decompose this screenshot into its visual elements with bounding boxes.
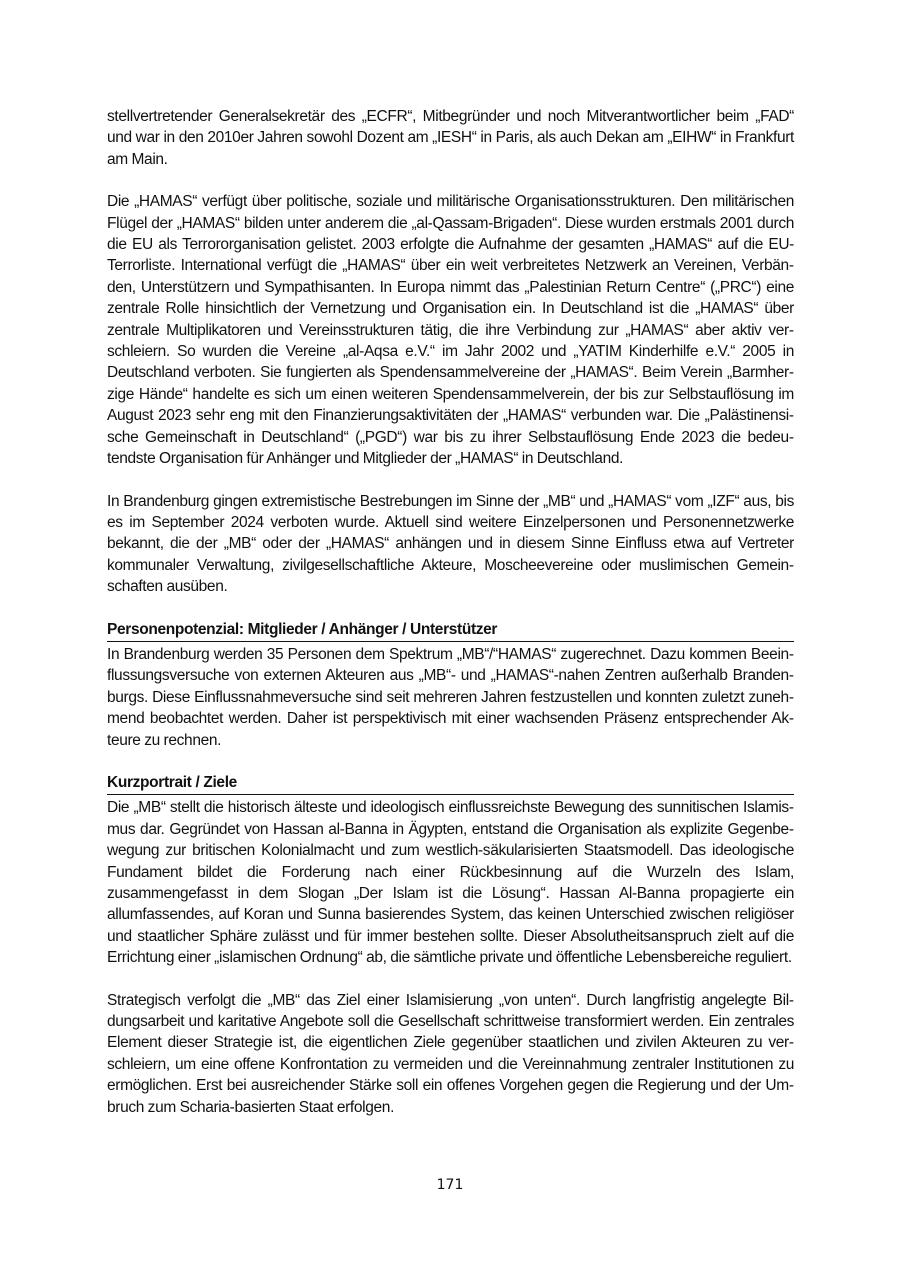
paragraph-kurzportrait-history: Die „MB“ stellt die historisch älteste und ideologisch einflussreichste Bewegung des sunnitischen Islamismus dar. Gegründet von Hassan al-Banna in Ägypten, entstand die Organisation als explizite Gegenbewegung zur britischen Kolonialmacht und zum westlich-säkularisierten Staatsmodell. Das ideologische Fundament bildet die Forderung nach einer Rückbesinnung auf die Wurzeln des Islam, zusammengefasst in dem Slogan „Der Islam ist die Lösung“. Hassan Al-Banna propagierte ein allumfassendes, auf Koran und Sunna basierendes System, das keinen Unterschied zwischen religiöser und staatlicher Sphäre zulässt und für immer bestehen sollte. Dieser Absolutheitsanspruch zielt auf die Errichtung einer „islamischen Ordnung“ ab, die sämtliche private und öffentliche Lebensbereiche reguliert. (107, 799, 794, 967)
document-body (107, 106, 794, 1118)
paragraph-personenpotenzial: In Brandenburg werden 35 Personen dem Spektrum „MB“/“HAMAS“ zugerechnet. Dazu kommen Beeinflussungsversuche von externen Akteuren aus „MB“- und „HAMAS“-nahen Zentren außerhalb Brandenburgs. Diese Einflussnahmeversuche sind seit mehreren Jahren festzustellen und konnten zuletzt zunehmend beobachtet werden. Daher ist perspektivisch mit einer wachsenden Präsenz entsprechender Akteure zu rechnen. (107, 645, 794, 749)
paragraph-brandenburg-izf: In Brandenburg gingen extremistische Bestrebungen im Sinne der „MB“ und „HAMAS“ vom „IZF“ aus, bis es im September 2024 verboten wurde. Aktuell sind weitere Einzelpersonen und Personennetzwerke bekannt, die der „MB“ oder der „HAMAS“ anhängen und in diesem Sinne Einfluss etwa auf Vertreter kommunaler Verwaltung, zivilgesellschaftliche Akteure, Moscheevereine oder muslimischen Gemeinschaften ausüben. (107, 492, 794, 596)
page-number: 171 (436, 1177, 464, 1193)
paragraph-intro-ecfr: stellvertretender Generalsekretär des „ECFR“, Mitbegründer und noch Mitverantwortlicher beim „FAD“ und war in den 2010er Jahren sowohl Dozent am „IESH“ in Paris, als auch Dekan am „EIHW“ in Frankfurt am Main. (107, 108, 794, 168)
paragraph-hamas-structures: Die „HAMAS“ verfügt über politische, soziale und militärische Organisationsstrukturen. Den militärischen Flügel der „HAMAS“ bilden unter anderem die „al-Qassam-Brigaden“. Diese wurden erstmals 2001 durch die EU als Terrororganisation gelistet. 2003 erfolgte die Aufnahme der gesamten „HAMAS“ auf die EU-Terrorliste. International verfügt die „HAMAS“ über ein weit verbreitetes Netzwerk an Vereinen, Verbänden, Unterstützern und Sympathisanten. In Europa nimmt das „Palestinian Return Centre“ („PRC“) eine zentrale Rolle hinsichtlich der Vernetzung und Organisation ein. In Deutschland ist die „HAMAS“ über zentrale Multiplikatoren und Vereinsstrukturen tätig, die ihre Verbindung zur „HAMAS“ aber aktiv verschleiern. So wurden die Vereine „al-Aqsa e.V.“ im Jahr 2002 und „YATIM Kinderhilfe e.V.“ 2005 in Deutschland verboten. Sie fungierten als Spendensammelvereine der „HAMAS“. Beim Verein „Barmherzige Hände“ handelte es sich um einen weiteren Spendensammelverein, der bis zur Selbstauflösung im August 2023 sehr eng mit den Finanzierungsaktivitäten der „HAMAS“ verbunden war. Die „Palästinensische Gemeinschaft in Deutschland“ („PGD“) war bis zu ihrer Selbstauflösung Ende 2023 die bedeutendste Organisation für Anhänger und Mitglieder der „HAMAS“ in Deutschland. (107, 193, 794, 468)
paragraph-kurzportrait-strategy: Strategisch verfolgt die „MB“ das Ziel einer Islamisierung „von unten“. Durch langfristig angelegte Bildungsarbeit und karitative Angebote soll die Gesellschaft schrittweise transformiert werden. Ein zentrales Element dieser Strategie ist, die eigentlichen Ziele gegenüber staatlichen und zivilen Akteuren zu verschleiern, um eine offene Konfrontation zu vermeiden und die Vereinnahmung zentraler Institutionen zu ermöglichen. Erst bei ausreichender Stärke soll ein offenes Vorgehen gegen die Regierung und der Umbruch zum Scharia-basierten Staat erfolgen. (107, 991, 794, 1116)
section-heading-personenpotenzial: Personenpotenzial: Mitglieder / Anhänger / Unterstützer (107, 619, 794, 642)
section-heading-kurzportrait: Kurzportrait / Ziele (107, 772, 794, 795)
